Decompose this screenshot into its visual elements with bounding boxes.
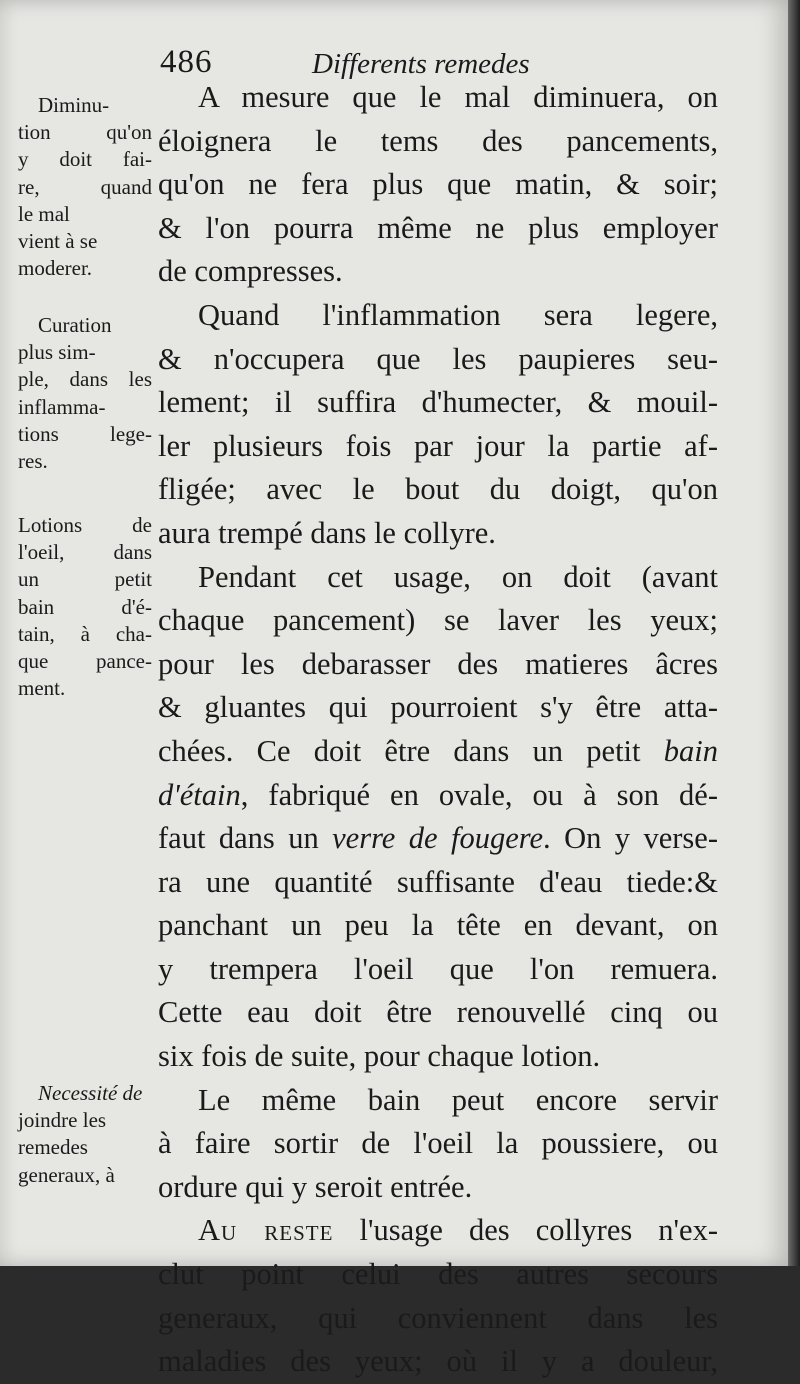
text-line: ra une quantité suffisante d'eau tiede:& [158,864,718,899]
text-line: A mesure que le mal diminuera, on [198,80,718,114]
italic-term: d'étain [158,777,241,812]
margin-line: ple, dans les [18,367,152,392]
text-line: maladies des yeux; où il y a douleur, [158,1344,718,1379]
text-line [158,817,718,861]
margin-line: un petit [18,567,152,592]
text-line: Pendant cet usage, on doit (avant [198,559,718,594]
text-line: clut point celui des autres secours [158,1257,718,1292]
text-line [158,1209,718,1253]
margin-line: tion qu'on [18,120,152,145]
margin-line: Diminu- [38,93,110,117]
scan-edge [788,0,800,1266]
text-line [158,774,718,818]
margin-note-diminution [18,92,152,282]
margin-line: Necessité de [38,1081,143,1105]
text-line [158,730,718,774]
margin-line: plus sim- [18,340,96,365]
margin-line: que pance- [18,648,152,673]
margin-line: le mal [18,201,70,226]
text-run: , fabriqué en ovale, ou à son dé- [240,777,718,812]
text-run: l'usage des collyres n'ex- [333,1213,718,1248]
text-run: faut dans un [158,821,333,856]
text-line: & gluantes qui pourroient s'y être atta- [158,690,718,725]
margin-line: bain d'é- [18,594,152,619]
text-run: chées. Ce doit être dans un petit [158,733,664,768]
text-line: six fois de suite, pour chaque lotion. [158,1039,601,1074]
text-line: fligée; avec le bout du doigt, qu'on [158,472,718,507]
text-line: qu'on ne fera plus que matin, & soir; [158,167,718,202]
margin-note-necessite [18,1080,152,1189]
margin-line: ment. [18,676,66,701]
margin-line: res. [18,448,48,473]
text-line: Le même bain peut encore servir [198,1082,718,1117]
text-run: . On y verse- [543,821,718,856]
italic-term: verre de fougere [332,821,544,856]
margin-line: moderer. [18,256,93,281]
text-line: aura trempé dans le collyre. [158,515,496,550]
italic-term: bain [663,733,718,768]
margin-line: l'oeil, dans [18,540,152,565]
main-text-block [158,76,718,1384]
text-line: generaux, qui conviennent dans les [158,1300,718,1335]
margin-line: remedes [18,1135,88,1160]
margin-line: re, quand [18,174,152,199]
margin-line: Lotions de [18,513,152,537]
margin-line: Curation [38,313,112,337]
text-line: éloignera le tems des pancements, [158,123,718,158]
margin-line: vient à se [18,228,98,253]
margin-line: generaux, à [18,1162,115,1187]
text-line: Quand l'inflammation sera legere, [198,297,718,332]
text-line: y trempera l'oeil que l'on remuera. [158,951,718,986]
margin-line: y doit fai- [18,147,152,172]
margin-line: tain, à cha- [18,621,152,646]
text-line: lement; il suffira d'humecter, & mouil- [158,385,718,420]
text-line: à faire sortir de l'oeil la poussiere, ou [158,1126,718,1161]
text-line: panchant un peu la tête en devant, on [158,908,718,943]
text-line: ler plusieurs fois par jour la partie af- [158,428,718,463]
text-line: ordure qui y seroit entrée. [158,1169,473,1204]
text-line: Cette eau doit être renouvellé cinq ou [158,995,718,1030]
running-head: Differents remedes [312,48,530,80]
text-line: & l'on pourra même ne plus employer [158,210,718,245]
text-line: de compresses. [158,254,343,289]
margin-line: joindre les [18,1108,107,1133]
margin-line: tions lege- [18,421,152,446]
small-caps-run: Au reste [198,1213,334,1248]
text-line: & n'occupera que les paupieres seu- [158,341,718,376]
margin-line: inflamma- [18,394,106,419]
text-line: pour les debarasser des matieres âcres [158,646,718,681]
text-line: chaque pancement) se laver les yeux; [158,603,718,638]
margin-note-curation [18,312,152,475]
margin-note-lotions [18,512,152,702]
page-number: 486 [160,44,213,80]
